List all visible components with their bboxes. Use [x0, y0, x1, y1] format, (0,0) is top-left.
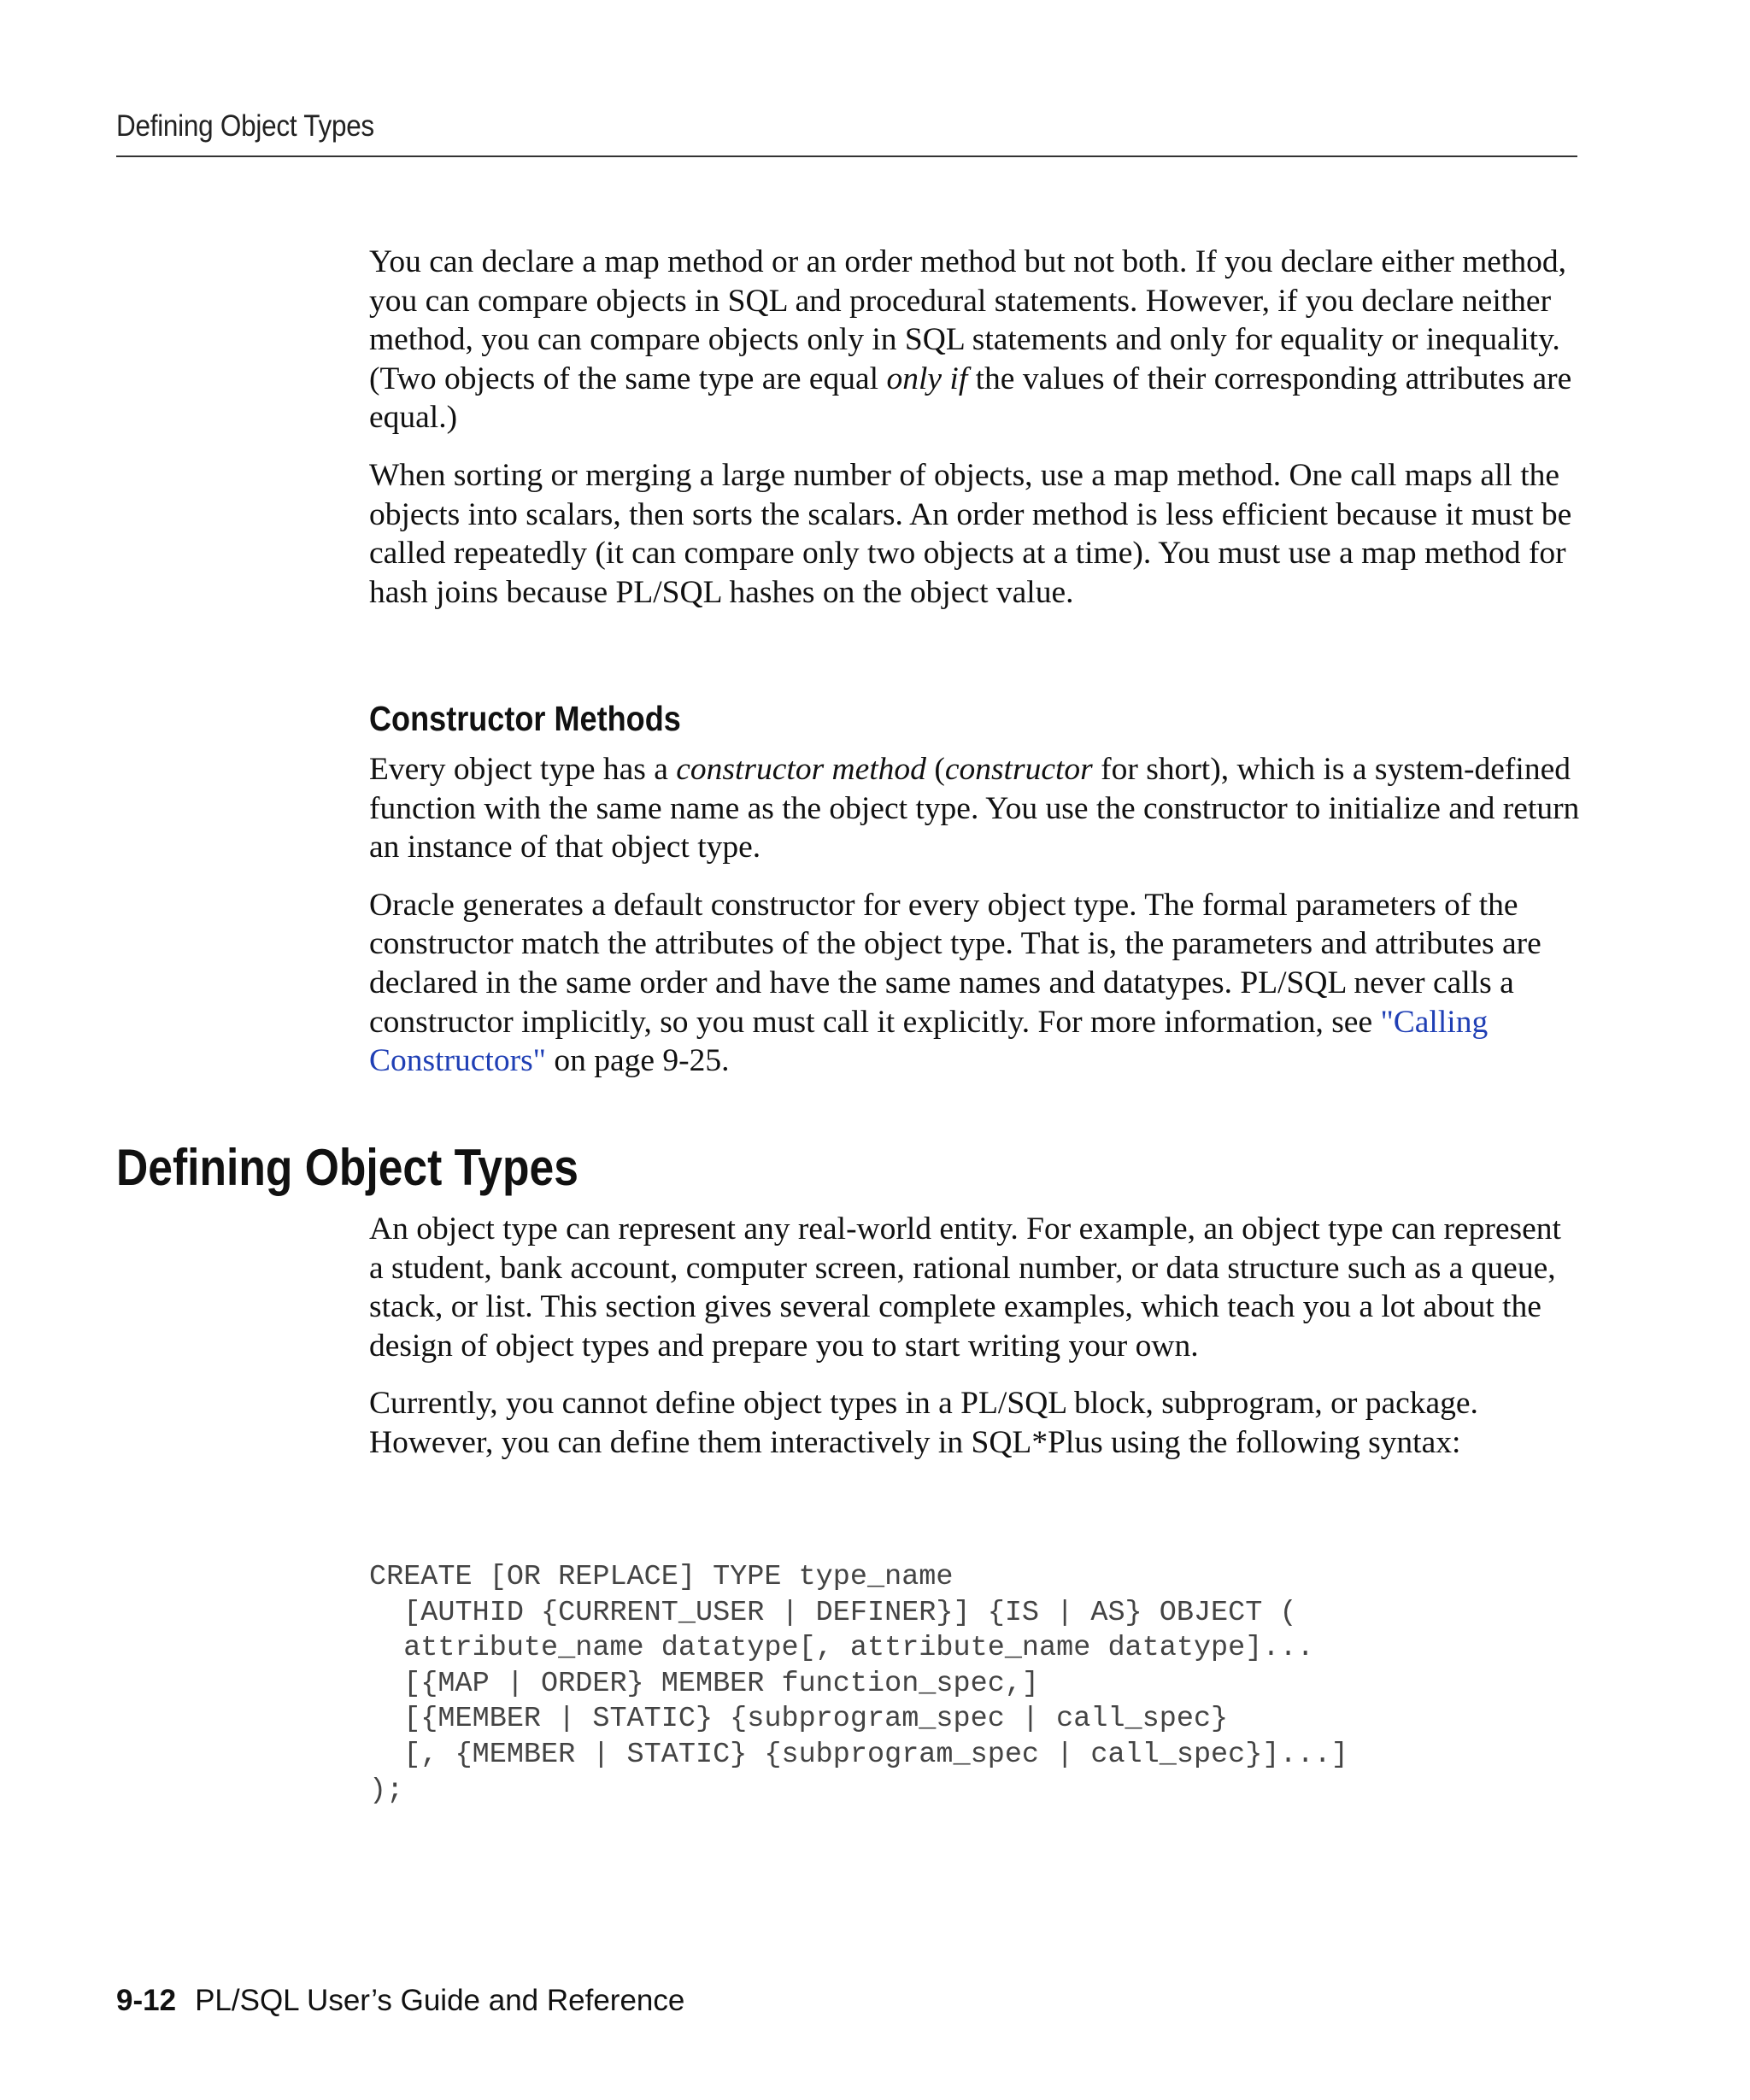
calling-constructors-link[interactable]: "Calling Constructors": [369, 1004, 1489, 1079]
para-text: for short), which is a system-defined function with the same name as the object type. You use the constructor to initialize and return an instance of that object type.: [369, 752, 1580, 865]
para-emphasis: constructor: [944, 752, 1093, 787]
defining-section: [369, 1210, 1583, 1463]
object-type-paragraph-1: An object type can represent any real-world entity. For example, an object type can represent a student, bank account, computer screen, rational number, or data structure such as a queue, stack, or list. This section gives several complete examples, which teach you a lot about the design of object types and prepare you to start writing your own.: [369, 1211, 1561, 1364]
para-text: You can declare a map method or an order method but not both. If you declare either method, you can compare objects in SQL and procedural statements. However, if you declare neither method, you can compare objects only in SQL statements and only for equality or inequality. (Two objects of the same type are equal: [369, 244, 1566, 396]
intro-section: [369, 243, 1583, 612]
para-text: (: [925, 752, 945, 787]
object-type-paragraph-2: Currently, you cannot define object types in a PL/SQL block, subprogram, or package. However, you can define them interactively in SQL*Plus using the following syntax:: [369, 1386, 1478, 1460]
constructor-paragraph-1: [369, 750, 1583, 867]
para-text: Oracle generates a default constructor for every object type. The formal parameters of the constructor match the attributes of the object type. That is, the parameters and attributes are declared in the same order and have the same names and datatypes. PL/SQL never calls a constructor implicitly, so you must call it explicitly. For more information, see: [369, 887, 1542, 1040]
map-order-paragraph: [369, 243, 1583, 437]
para-emphasis: constructor method: [676, 752, 926, 787]
page-number: 9-12: [116, 1984, 177, 2017]
para-text: on page 9-25.: [545, 1043, 730, 1079]
constructor-paragraph-2: [369, 886, 1583, 1081]
create-type-syntax-code: CREATE [OR REPLACE] TYPE type_name [AUTHID {CURRENT_USER | DEFINER}] {IS | AS} OBJECT ( attribute_name datatype[, attribute_name datatype]... [{MAP | ORDER} MEMBER function_spec,] [{MEMBER | STATIC} {subprogram_spec | call_spec} [, {MEMBER | STATIC} {subprogram_spec | call_spec}]...] );: [369, 1561, 1348, 1807]
book-title: PL/SQL User’s Guide and Reference: [195, 1984, 685, 2017]
sorting-paragraph: When sorting or merging a large number of objects, use a map method. One call maps all the objects into scalars, then sorts the scalars. An order method is less efficient because it must be called repeatedly (it can compare only two objects at a time). You must use a map method for hash joins because PL/SQL hashes on the object value.: [369, 457, 1572, 610]
running-header: Defining Object Types: [116, 109, 374, 143]
header-rule: [116, 155, 1577, 157]
page-footer: [116, 1984, 684, 2018]
constructor-section: [369, 750, 1583, 1081]
para-emphasis: only if: [886, 361, 968, 396]
section-title: Defining Object Types: [116, 1139, 578, 1196]
constructor-methods-heading: Constructor Methods: [369, 699, 681, 738]
para-text: Every object type has a: [369, 752, 677, 787]
para-text: the values of their corresponding attributes are equal.): [369, 361, 1572, 436]
